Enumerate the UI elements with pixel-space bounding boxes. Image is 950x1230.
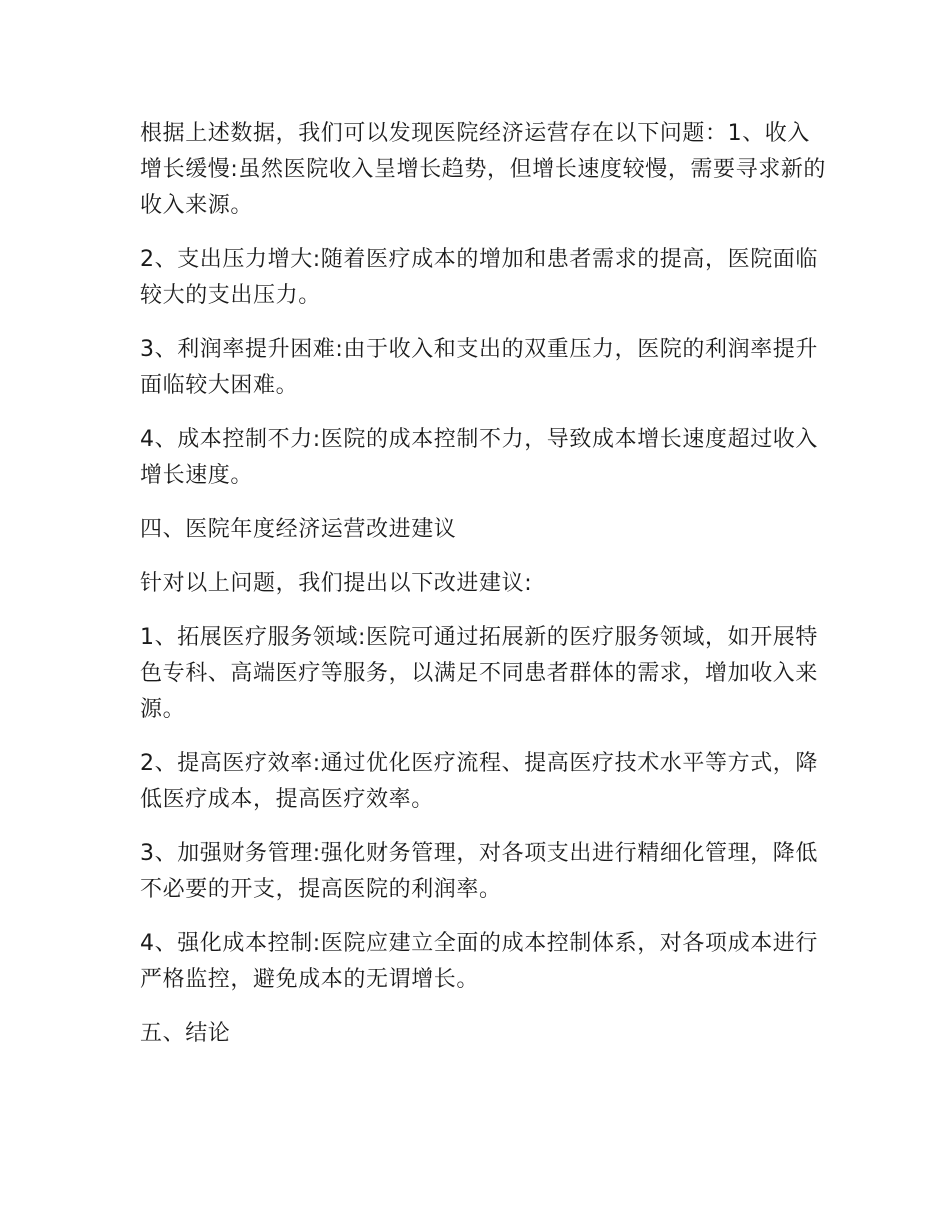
- document-body: [140, 116, 830, 1070]
- paragraph-improvements-intro: 针对以上问题，我们提出以下改进建议:: [140, 571, 533, 596]
- paragraph-suggestion-4: 4、强化成本控制:医院应建立全面的成本控制体系，对各项成本进行严格监控，避免成本的无谓增长。: [140, 931, 819, 992]
- paragraph-problem-2: 2、支出压力增大:随着医疗成本的增加和患者需求的提高，医院面临较大的支出压力。: [140, 247, 819, 308]
- paragraph-problem-4: 4、成本控制不力:医院的成本控制不力，导致成本增长速度超过收入增长速度。: [140, 427, 819, 488]
- section-heading-improvements: 四、医院年度经济运营改进建议: [140, 517, 457, 542]
- paragraph-suggestion-2: 2、提高医疗效率:通过优化医疗流程、提高医疗技术水平等方式，降低医疗成本，提高医疗效率。: [140, 751, 819, 812]
- paragraph-problem-3: 3、利润率提升困难:由于收入和支出的双重压力，医院的利润率提升面临较大困难。: [140, 337, 819, 398]
- paragraph-suggestion-3: 3、加强财务管理:强化财务管理，对各项支出进行精细化管理，降低不必要的开支，提高医院的利润率。: [140, 841, 819, 902]
- paragraph-suggestion-1: 1、拓展医疗服务领域:医院可通过拓展新的医疗服务领域，如开展特色专科、高端医疗等服务，以满足不同患者群体的需求，增加收入来源。: [140, 625, 819, 722]
- paragraph-problems-intro: 根据上述数据，我们可以发现医院经济运营存在以下问题：1、收入增长缓慢:虽然医院收入呈增长趋势，但增长速度较慢，需要寻求新的收入来源。: [140, 121, 827, 218]
- section-heading-conclusion: 五、结论: [140, 1021, 231, 1046]
